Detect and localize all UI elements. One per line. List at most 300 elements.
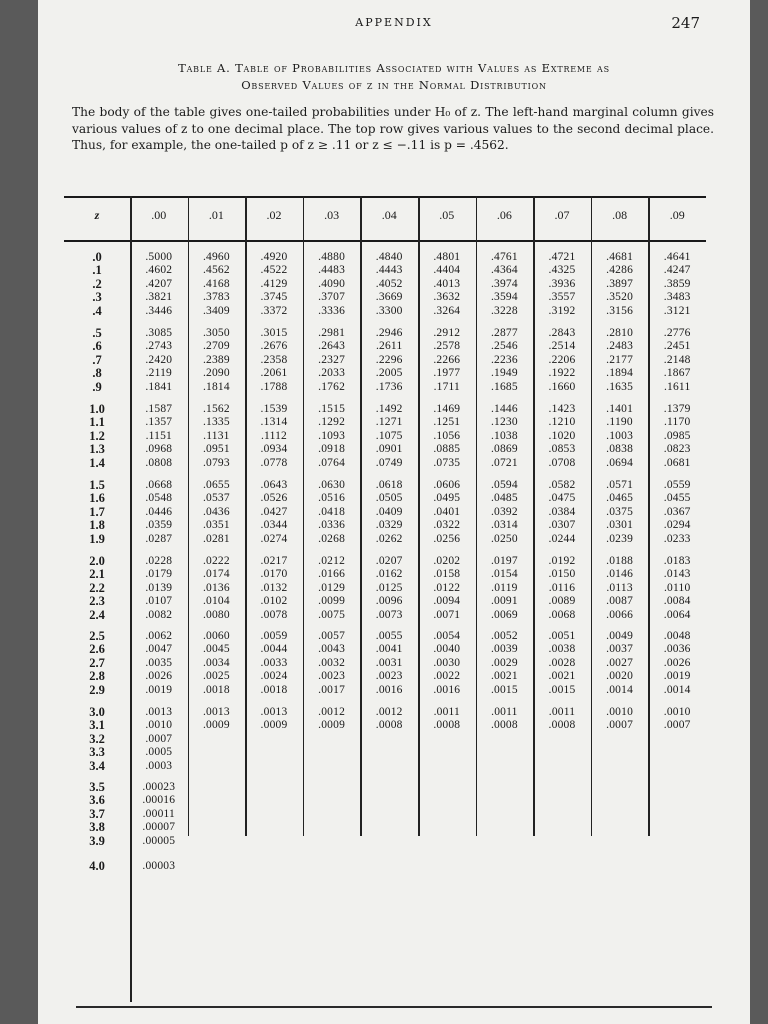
probability-cell: .3156 [606,304,634,317]
probability-cell: .0033 [260,656,288,669]
probability-cell: .0029 [490,656,518,669]
probability-cell: .0136 [202,581,230,594]
probability-cell: .0048 [663,630,691,642]
probability-cell: .3015 [260,327,288,339]
probability-cell: .0192 [548,555,576,567]
probability-cell: .0166 [318,568,346,581]
z-value: 1.9 [89,531,105,546]
z-value: 2.5 [89,629,105,643]
probability-cell: .0516 [318,492,346,505]
probability-cell: .3228 [490,304,518,317]
probability-cell: .0735 [433,456,461,469]
probability-cell: .0037 [606,643,634,656]
probability-cell: .0188 [606,555,634,567]
probability-cell: .0344 [260,519,288,532]
probability-cell: .0537 [202,492,230,505]
z-value: 3.8 [89,820,105,835]
probability-cell: .0708 [548,456,576,469]
probability-cell: .0047 [145,643,173,656]
probability-cell: .0150 [548,568,576,581]
probability-cell: .0024 [260,670,288,683]
probability-cell: .3050 [202,327,230,339]
column-header: .00 [151,208,167,222]
probability-cell: .0869 [490,443,518,456]
z-value: 1.1 [89,415,105,430]
probability-cell: .0392 [490,505,518,518]
probability-cell: .0110 [663,581,691,594]
probability-cell: .0212 [318,555,346,567]
z-value: 1.2 [89,428,105,443]
probability-cell: .4960 [202,251,230,263]
probability-cell: .2358 [260,353,288,366]
probability-cell: .2451 [663,340,691,353]
probability-cell: .0838 [606,443,634,456]
z-value: 1.8 [89,518,105,533]
probability-cell: .1446 [490,403,518,415]
table-header-rule [64,240,706,242]
probability-cell: .4364 [490,264,518,277]
probability-cell: .0559 [663,479,691,491]
probability-cell: .0008 [375,719,403,732]
probability-cell: .0016 [375,683,403,696]
probability-cell: .2296 [375,353,403,366]
probability-cell: .2483 [606,340,634,353]
probability-cell: .4641 [663,251,691,263]
probability-cell: .1292 [318,416,346,429]
probability-cell: .0010 [145,719,173,732]
probability-cell: .4013 [433,277,461,290]
probability-cell: .1056 [433,429,461,442]
probability-cell: .00007 [142,821,176,834]
z-value: .1 [92,263,102,278]
probability-cell: .0197 [490,555,518,567]
probability-cell: .4168 [202,277,230,290]
probability-cell: .1170 [663,416,691,429]
probability-cell: .0301 [606,519,634,532]
probability-cell: .0023 [375,670,403,683]
z-value: 2.4 [89,607,105,622]
probability-cell: .0035 [145,656,173,669]
probability-cell: .4801 [433,251,461,263]
probability-cell: .0009 [202,719,230,732]
probability-cell: .0038 [548,643,576,656]
probability-cell: .1038 [490,429,518,442]
probability-cell: .0314 [490,519,518,532]
z-value: .9 [92,379,102,394]
probability-cell: .0951 [202,443,230,456]
probability-cell: .0485 [490,492,518,505]
probability-cell: .1922 [548,367,576,380]
probability-cell: .0222 [202,555,230,567]
probability-cell: .0104 [202,595,230,608]
z-value: 2.1 [89,567,105,582]
z-value: .5 [92,326,102,340]
probability-cell: .0019 [663,670,691,683]
probability-cell: .0039 [490,643,518,656]
probability-cell: .0985 [663,429,691,442]
column-header: .07 [554,208,570,222]
probability-cell: .3745 [260,291,288,304]
probability-cell: .1841 [145,380,173,393]
probability-cell: .0495 [433,492,461,505]
probability-cell: .1020 [548,429,576,442]
probability-cell: .0054 [433,630,461,642]
probability-cell: .0009 [318,719,346,732]
caption-line-2: Observed Values of z in the Normal Distribution [241,78,547,92]
probability-cell: .1635 [606,380,634,393]
probability-cell: .2148 [663,353,691,366]
probability-cell: .0749 [375,456,403,469]
probability-cell: .1230 [490,416,518,429]
probability-cell: .0043 [318,643,346,656]
probability-cell: .1894 [606,367,634,380]
column-header: .02 [266,208,282,222]
probability-cell: .0013 [260,706,288,718]
probability-cell: .0158 [433,568,461,581]
probability-cell: .0526 [260,492,288,505]
probability-cell: .0143 [663,568,691,581]
probability-cell: .0016 [433,683,461,696]
probability-cell: .3557 [548,291,576,304]
probability-cell: .0778 [260,456,288,469]
probability-cell: .4761 [490,251,518,263]
probability-cell: .0015 [548,683,576,696]
probability-cell: .0446 [145,505,173,518]
z-value: .2 [92,276,102,291]
probability-cell: .3669 [375,291,403,304]
probability-cell: .0823 [663,443,691,456]
column-header: .09 [669,208,685,222]
probability-cell: .3446 [145,304,173,317]
probability-cell: .0041 [375,643,403,656]
probability-cell: .0010 [606,706,634,718]
probability-cell: .0268 [318,532,346,545]
running-header [38,14,750,34]
z-value: 3.9 [89,833,105,848]
probability-cell: .0012 [318,706,346,718]
probability-cell: .0060 [202,630,230,642]
z-value: 1.7 [89,504,105,519]
probability-cell: .3085 [145,327,173,339]
column-header: .08 [612,208,628,222]
probability-cell: .1251 [433,416,461,429]
probability-cell: .1736 [375,380,403,393]
probability-cell: .0119 [491,581,518,594]
probability-cell: .0044 [260,643,288,656]
probability-cell: .0082 [145,608,173,621]
probability-cell: .0008 [490,719,518,732]
probability-cell: .3783 [202,291,230,304]
probability-cell: .3409 [202,304,230,317]
probability-cell: .0099 [318,595,346,608]
probability-cell: .0057 [318,630,346,642]
probability-cell: .0122 [433,581,461,594]
probability-cell: .3632 [433,291,461,304]
probability-cell: .0116 [548,581,576,594]
probability-cell: .0322 [433,519,461,532]
probability-cell: .0069 [490,608,518,621]
probability-cell: .2546 [490,340,518,353]
column-header: .05 [439,208,455,222]
probability-cell: .0721 [490,456,518,469]
probability-cell: .1611 [663,380,691,393]
probability-cell: .1075 [375,429,403,442]
probability-cell: .2389 [202,353,230,366]
probability-cell: .4880 [318,251,346,263]
probability-cell: .1401 [606,403,634,415]
probability-cell: .0017 [318,683,346,696]
probability-cell: .1949 [490,367,518,380]
probability-cell: .0281 [202,532,230,545]
probability-cell: .4681 [606,251,634,263]
z-value: 1.5 [89,478,105,492]
probability-cell: .1379 [663,403,691,415]
probability-cell: .0045 [202,643,230,656]
probability-cell: .0244 [548,532,576,545]
probability-cell: .4129 [260,277,288,290]
probability-cell: .0026 [145,670,173,683]
probability-cell: .0021 [548,670,576,683]
probability-cell: .2206 [548,353,576,366]
probability-cell: .4721 [548,251,576,263]
table-top-rule [64,196,706,198]
probability-cell: .0250 [490,532,518,545]
probability-cell: .2611 [375,340,403,353]
probability-cell: .0018 [260,683,288,696]
z-value: .6 [92,339,102,354]
probability-cell: .0030 [433,656,461,669]
probability-cell: .1685 [490,380,518,393]
probability-cell: .0068 [548,608,576,621]
probability-cell: .0571 [606,479,634,491]
probability-cell: .3264 [433,304,461,317]
probability-cell: .4207 [145,277,173,290]
probability-cell: .4443 [375,264,403,277]
z-value: 3.4 [89,758,105,773]
probability-cell: .0005 [145,746,173,759]
probability-cell: .0630 [318,479,346,491]
probability-cell: .0934 [260,443,288,456]
probability-cell: .00023 [142,781,176,793]
probability-cell: .1977 [433,367,461,380]
z-value: 3.1 [89,718,105,733]
probability-cell: .0918 [318,443,346,456]
probability-cell: .2061 [260,367,288,380]
probability-cell: .0307 [548,519,576,532]
probability-cell: .0643 [260,479,288,491]
probability-cell: .0183 [663,555,691,567]
z-value: .4 [92,303,102,318]
probability-cell: .0089 [548,595,576,608]
probability-cell: .0014 [606,683,634,696]
column-header: .01 [208,208,224,222]
probability-cell: .0010 [663,706,691,718]
probability-cell: .0132 [260,581,288,594]
caption-line-1: Table A. Table of Probabilities Associated with Values as Extreme as [178,61,610,75]
probability-cell: .2420 [145,353,173,366]
probability-cell: .0359 [145,519,173,532]
probability-cell: .0007 [145,732,173,745]
probability-cell: .0080 [202,608,230,621]
probability-cell: .3821 [145,291,173,304]
probability-cell: .1151 [145,429,173,442]
probability-cell: .0011 [433,706,461,718]
probability-cell: .3520 [606,291,634,304]
probability-cell: .00016 [142,794,176,807]
probability-cell: .1335 [202,416,230,429]
probability-cell: .3974 [490,277,518,290]
probability-cell: .0052 [490,630,518,642]
probability-cell: .0174 [202,568,230,581]
z-value: 2.8 [89,669,105,684]
probability-cell: .1711 [433,380,461,393]
probability-cell: .0968 [145,443,173,456]
probability-cell: .0007 [606,719,634,732]
probability-cell: .1423 [548,403,576,415]
probability-cell: .1190 [606,416,633,429]
probability-cell: .0102 [260,595,288,608]
probability-cell: .0107 [145,595,173,608]
probability-cell: .0409 [375,505,403,518]
probability-cell: .0018 [202,683,230,696]
probability-cell: .0071 [433,608,461,621]
probability-cell: .0036 [663,643,691,656]
probability-cell: .2877 [490,327,518,339]
probability-cell: .0179 [145,568,173,581]
z-value: 3.6 [89,793,105,808]
probability-cell: .0129 [318,581,346,594]
probability-cell: .0013 [145,706,173,718]
probability-cell: .0023 [318,670,346,683]
probability-cell: .0113 [606,581,633,594]
probability-cell: .2776 [663,327,691,339]
z-value: .3 [92,290,102,305]
probability-cell: .0274 [260,532,288,545]
probability-cell: .0051 [548,630,576,642]
probability-cell: .0049 [606,630,634,642]
probability-cell: .0087 [606,595,634,608]
probability-cell: .0154 [490,568,518,581]
probability-cell: .1762 [318,380,346,393]
probability-cell: .1492 [375,403,403,415]
probability-cell: .0075 [318,608,346,621]
probability-cell: .2578 [433,340,461,353]
probability-cell: .0384 [548,505,576,518]
probability-cell: .0375 [606,505,634,518]
probability-cell: .3897 [606,277,634,290]
normal-probability-table [64,196,706,1002]
probability-cell: .0125 [375,581,403,594]
probability-cell: .0262 [375,532,403,545]
probability-cell: .0618 [375,479,403,491]
probability-cell: .0020 [606,670,634,683]
probability-cell: .2236 [490,353,518,366]
z-value: 2.3 [89,594,105,609]
probability-cell: .0034 [202,656,230,669]
probability-cell: .1515 [318,403,346,415]
probability-cell: .3707 [318,291,346,304]
probability-cell: .4840 [375,251,403,263]
book-page [38,0,750,1024]
probability-cell: .0162 [375,568,403,581]
probability-cell: .0694 [606,456,634,469]
probability-cell: .0465 [606,492,634,505]
probability-cell: .0014 [663,683,691,696]
z-value: 3.7 [89,806,105,821]
probability-cell: .2946 [375,327,403,339]
probability-cell: .2033 [318,367,346,380]
z-value: 1.4 [89,455,105,470]
probability-cell: .0367 [663,505,691,518]
z-value: 1.0 [89,402,105,416]
z-value: 3.5 [89,780,105,794]
probability-cell: .0022 [433,670,461,683]
probability-cell: .4483 [318,264,346,277]
probability-cell: .0028 [548,656,576,669]
probability-cell: .3594 [490,291,518,304]
probability-cell: .0078 [260,608,288,621]
probability-cell: .0668 [145,479,173,491]
probability-cell: .2709 [202,340,230,353]
probability-cell: .2643 [318,340,346,353]
probability-cell: .0336 [318,519,346,532]
probability-cell: .0228 [145,555,173,567]
probability-cell: .1357 [145,416,173,429]
probability-cell: .0885 [433,443,461,456]
probability-cell: .0475 [548,492,576,505]
probability-cell: .0287 [145,532,173,545]
probability-cell: .2177 [606,353,634,366]
z-value: 1.3 [89,442,105,457]
probability-cell: .2005 [375,367,403,380]
probability-cell: .0548 [145,492,173,505]
probability-cell: .0015 [490,683,518,696]
probability-cell: .1788 [260,380,288,393]
probability-cell: .4920 [260,251,288,263]
probability-cell: .2119 [145,367,173,380]
bottom-rule [76,1006,712,1008]
probability-cell: .0139 [145,581,173,594]
probability-cell: .2743 [145,340,173,353]
column-header: .06 [496,208,512,222]
probability-cell: .0003 [145,759,173,772]
probability-cell: .0329 [375,519,403,532]
probability-cell: .0256 [433,532,461,545]
probability-cell: .0202 [433,555,461,567]
probability-cell: .0066 [606,608,634,621]
running-head-title: APPENDIX [355,16,433,29]
probability-cell: .0239 [606,532,634,545]
probability-cell: .3121 [663,304,691,317]
probability-cell: .0064 [663,608,691,621]
probability-cell: .0418 [318,505,346,518]
probability-cell: .0146 [606,568,634,581]
z-value: 3.0 [89,705,105,719]
probability-cell: .3336 [318,304,346,317]
z-value: .7 [92,352,102,367]
z-value: 2.6 [89,642,105,657]
probability-cell: .0091 [490,595,518,608]
probability-cell: .0351 [202,519,230,532]
probability-cell: .3859 [663,277,691,290]
probability-cell: .2981 [318,327,346,339]
probability-cell: .00005 [142,834,176,847]
probability-cell: .0401 [433,505,461,518]
probability-cell: .1539 [260,403,288,415]
column-header: .04 [381,208,397,222]
probability-cell: .0073 [375,608,403,621]
probability-cell: .0764 [318,456,346,469]
